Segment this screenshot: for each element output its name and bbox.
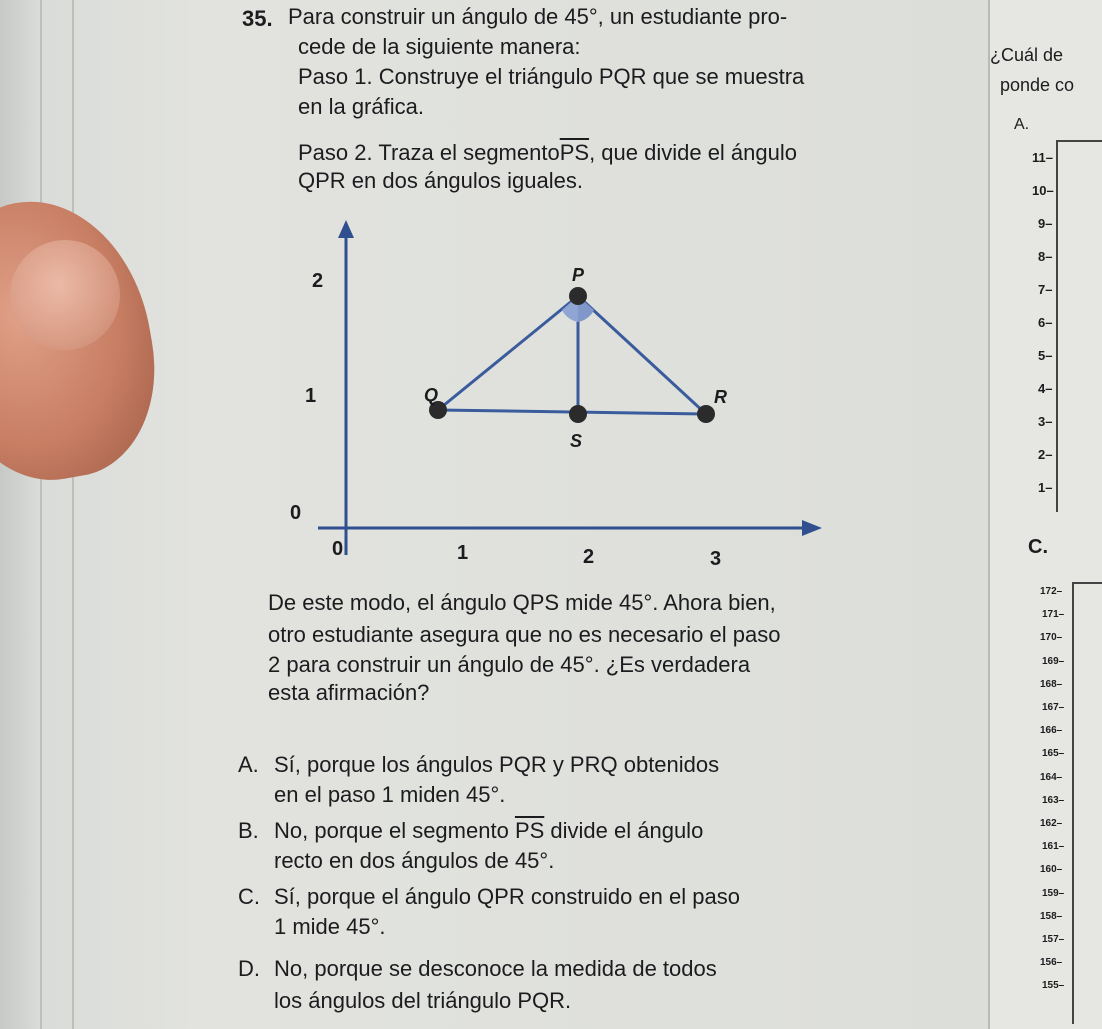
ruler-c <box>1072 582 1102 1024</box>
option-a-line2: en el paso 1 miden 45°. <box>274 782 506 807</box>
ruler-a-tick-3: 3– <box>1038 414 1053 429</box>
margin-line <box>40 0 42 1029</box>
x-tick-2: 2 <box>583 546 595 568</box>
ruler-a-tick-5: 5– <box>1038 348 1053 363</box>
label-point-p: P <box>572 265 585 285</box>
ruler-a-tick-10: 10– <box>1032 183 1054 198</box>
y-tick-1: 1 <box>305 385 317 407</box>
page-gutter <box>988 0 990 1029</box>
ruler-a-tick-7: 7– <box>1038 282 1053 297</box>
step1-line1: Paso 1. Construye el triángulo PQR que se muestra <box>298 64 805 89</box>
label-point-r: R <box>714 387 727 407</box>
x-tick-1: 1 <box>457 542 469 564</box>
step2-line1: Paso 2. Traza el $segmento\overline{PS}$, que divide el ángulo <box>298 140 797 165</box>
ruler-a-tick-4: 4– <box>1038 381 1053 396</box>
point-p <box>569 287 587 305</box>
segment-pr <box>578 296 706 414</box>
x-tick-0: 0 <box>332 538 344 560</box>
ruler-c-tick-164: 164– <box>1040 771 1063 783</box>
ruler-a-tick-11: 11– <box>1032 150 1053 165</box>
ruler-a-tick-8: 8– <box>1038 249 1053 264</box>
question-line2: otro estudiante asegura que no es necesario el paso <box>268 622 781 647</box>
triangle-graph <box>260 210 840 580</box>
problem-text-line1: Para construir un ángulo de 45°, un estudiante pro- <box>288 4 788 29</box>
ruler-a-tick-1: 1– <box>1038 480 1053 495</box>
ruler-c-tick-158: 158– <box>1040 910 1063 922</box>
ruler-a <box>1056 140 1102 512</box>
y-tick-2: 2 <box>312 270 324 292</box>
x-tick-3: 3 <box>710 548 722 570</box>
ruler-c-tick-162: 162– <box>1040 818 1063 829</box>
point-r <box>697 405 715 423</box>
label-point-s: S <box>570 431 583 451</box>
ruler-c-tick-160: 160– <box>1040 864 1063 876</box>
step2-line2: QPR en dos ángulos iguales. <box>298 168 583 193</box>
right-question-line2: ponde co <box>1000 75 1075 95</box>
y-tick-0: 0 <box>290 502 302 524</box>
ruler-c-tick-161: 161– <box>1042 841 1065 853</box>
option-c[interactable]: C. Sí, porque el ángulo QPR construido en el paso <box>238 884 740 909</box>
ruler-c-tick-156: 156– <box>1040 957 1063 969</box>
option-d[interactable]: D. No, porque se desconoce la medida de todos <box>238 956 717 981</box>
problem-number: 35. <box>242 6 273 31</box>
x-axis-arrow <box>802 520 822 536</box>
option-d-line2: los ángulos del triángulo PQR. <box>274 988 572 1013</box>
ruler-a-tick-6: 6– <box>1038 315 1053 330</box>
ruler-c-tick-167: 167– <box>1042 702 1065 713</box>
right-option-c[interactable]: C. <box>1028 536 1048 558</box>
ruler-a-tick-9: 9– <box>1038 216 1053 231</box>
ruler-c-tick-168: 168– <box>1040 678 1063 690</box>
ruler-c-tick-157: 157– <box>1042 934 1065 945</box>
question-line1: De este modo, el ángulo QPS mide 45°. Ahora bien, <box>268 590 776 615</box>
fingernail-photo <box>10 240 120 350</box>
ruler-c-tick-159: 159– <box>1042 887 1065 899</box>
point-s <box>569 405 587 423</box>
option-b-line2: recto en dos ángulos de 45°. <box>274 848 555 873</box>
problem-text-line2: cede de la siguiente manera: <box>298 34 581 59</box>
ruler-a-tick-2: 2– <box>1038 447 1053 462</box>
ruler-c-tick-163: 163– <box>1042 794 1065 806</box>
option-b[interactable]: B. No, porque el segmento $\overline{PS}$ divide el ángulo <box>238 818 704 843</box>
step1-line2: en la gráfica. <box>298 94 424 119</box>
segment-qp <box>438 296 578 410</box>
ruler-c-tick-166: 166– <box>1040 725 1063 737</box>
ruler-c-tick-170: 170– <box>1040 632 1063 644</box>
label-point-q: Q <box>424 385 439 405</box>
option-a[interactable]: A. Sí, porque los ángulos PQR y PRQ obtenidos <box>238 752 720 777</box>
question-line4: esta afirmación? <box>268 680 430 705</box>
right-question-line1: ¿Cuál de <box>990 45 1064 65</box>
option-c-line2: 1 mide 45°. <box>274 914 386 939</box>
ruler-c-tick-155: 155– <box>1042 980 1065 992</box>
right-option-a[interactable]: A. <box>1014 116 1030 133</box>
ruler-c-tick-169: 169– <box>1042 655 1065 667</box>
question-line3: 2 para construir un ángulo de 45°. ¿Es verdadera <box>268 652 751 677</box>
ruler-c-tick-171: 171– <box>1042 609 1065 621</box>
ruler-c-tick-172: 172– <box>1040 586 1063 597</box>
margin-line <box>72 0 74 1029</box>
ruler-c-tick-165: 165– <box>1042 748 1065 760</box>
y-axis-arrow <box>338 220 354 238</box>
